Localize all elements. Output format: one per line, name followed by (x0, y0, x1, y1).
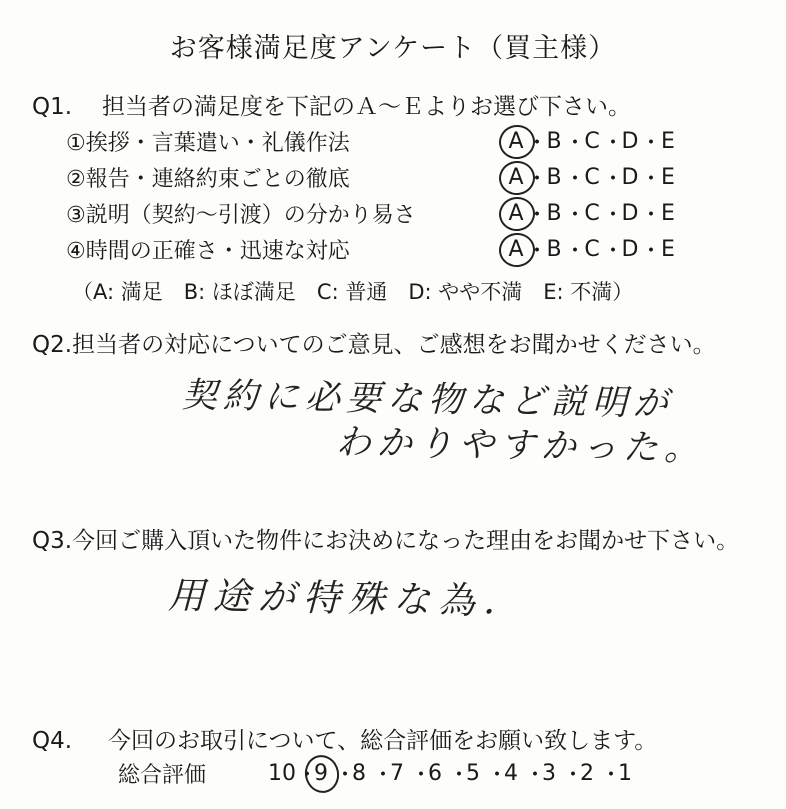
q2-handwritten-answer-line-1: 契約に必要な物など説明が (181, 375, 675, 425)
question-4 (32, 722, 657, 755)
score-separator: ・ (524, 763, 547, 788)
grade-separator: ・ (564, 203, 587, 228)
q3-handwritten-answer: 用途が特殊な為． (167, 573, 529, 624)
grade-separator: ・ (564, 131, 587, 156)
score-separator: ・ (410, 763, 433, 788)
grade-option[interactable]: C (584, 129, 600, 154)
grade-separator: ・ (526, 239, 549, 264)
grade-option[interactable]: B (546, 237, 562, 262)
grade-option[interactable]: B (546, 165, 562, 190)
score-separator: ・ (334, 763, 357, 788)
score-option[interactable]: 3 (542, 761, 556, 786)
grade-separator: ・ (526, 167, 549, 192)
score-option-selected[interactable]: 9 (308, 761, 334, 786)
score-option[interactable]: 2 (580, 761, 594, 786)
overall-score-label: 総合評価 (118, 763, 207, 788)
grade-separator: ・ (640, 167, 663, 192)
question-4-text: 今回のお取引について、総合評価をお願い致します。 (108, 728, 658, 754)
score-option[interactable]: 1 (618, 761, 632, 786)
grade-separator: ・ (564, 167, 587, 192)
question-2 (32, 326, 716, 359)
score-option[interactable]: 5 (466, 761, 480, 786)
grade-legend: （A: 満足 B: ほぼ満足 C: 普通 D: やや不満 E: 不満） (72, 280, 634, 304)
question-3-number: Q3. (32, 528, 73, 554)
grade-option[interactable]: D (621, 237, 639, 262)
q1-item-label: ①挨拶・言葉遣い・礼儀作法 (66, 131, 350, 156)
score-separator: ・ (448, 763, 471, 788)
grade-separator: ・ (526, 131, 549, 156)
score-option[interactable]: 7 (390, 761, 404, 786)
page-title: お客様満足度アンケート（買主様） (169, 33, 617, 64)
question-4-number: Q4. (32, 728, 73, 754)
grade-option[interactable]: E (661, 165, 675, 190)
score-separator: ・ (600, 763, 623, 788)
grade-option-selected[interactable]: A (506, 201, 526, 226)
grade-option[interactable]: C (584, 165, 600, 190)
question-1-number: Q1. (32, 94, 73, 120)
grade-option[interactable]: B (546, 201, 562, 226)
score-option[interactable]: 4 (504, 761, 518, 786)
grade-option-selected[interactable]: A (506, 237, 526, 262)
q1-grade-options (506, 162, 678, 193)
q1-grade-options (506, 234, 678, 265)
q1-grade-options (506, 126, 678, 157)
score-option[interactable]: 10 (268, 761, 296, 786)
score-option[interactable]: 8 (352, 761, 366, 786)
grade-separator: ・ (602, 203, 625, 228)
grade-separator: ・ (564, 239, 587, 264)
q1-grade-options (506, 198, 678, 229)
grade-option[interactable]: E (661, 201, 675, 226)
q1-item-label: ③説明（契約～引渡）の分かり易さ (66, 203, 416, 228)
score-separator: ・ (372, 763, 395, 788)
grade-separator: ・ (602, 167, 625, 192)
overall-score-row (118, 758, 638, 789)
score-separator: ・ (562, 763, 585, 788)
question-1-text: 担当者の満足度を下記のＡ～Ｅよりお選び下さい。 (102, 94, 631, 120)
grade-option[interactable]: D (621, 165, 639, 190)
q1-item-label: ④時間の正確さ・迅速な対応 (66, 239, 350, 264)
question-2-text: 担当者の対応についてのご意見、ご感想をお聞かせください。 (72, 332, 716, 358)
question-2-number: Q2. (32, 332, 73, 358)
score-separator: ・ (296, 763, 319, 788)
grade-separator: ・ (602, 239, 625, 264)
grade-separator: ・ (602, 131, 625, 156)
question-3 (32, 522, 739, 555)
grade-separator: ・ (640, 203, 663, 228)
grade-option-selected[interactable]: A (506, 165, 526, 190)
grade-option[interactable]: D (621, 201, 639, 226)
score-option[interactable]: 6 (428, 761, 442, 786)
grade-separator: ・ (526, 203, 549, 228)
grade-option[interactable]: E (661, 237, 675, 262)
question-1 (32, 88, 631, 121)
grade-option[interactable]: B (546, 129, 562, 154)
grade-option[interactable]: D (621, 129, 639, 154)
grade-separator: ・ (640, 239, 663, 264)
overall-score-options (268, 758, 638, 789)
grade-option-selected[interactable]: A (506, 129, 526, 154)
score-separator: ・ (486, 763, 509, 788)
grade-option[interactable]: E (661, 129, 675, 154)
q2-handwritten-answer-line-2: わかりやすかった。 (335, 422, 706, 470)
grade-option[interactable]: C (584, 201, 600, 226)
grade-option[interactable]: C (584, 237, 600, 262)
q1-item-label: ②報告・連絡約束ごとの徹底 (66, 167, 350, 192)
grade-separator: ・ (640, 131, 663, 156)
question-3-text: 今回ご購入頂いた物件にお決めになった理由をお聞かせ下さい。 (72, 528, 740, 554)
